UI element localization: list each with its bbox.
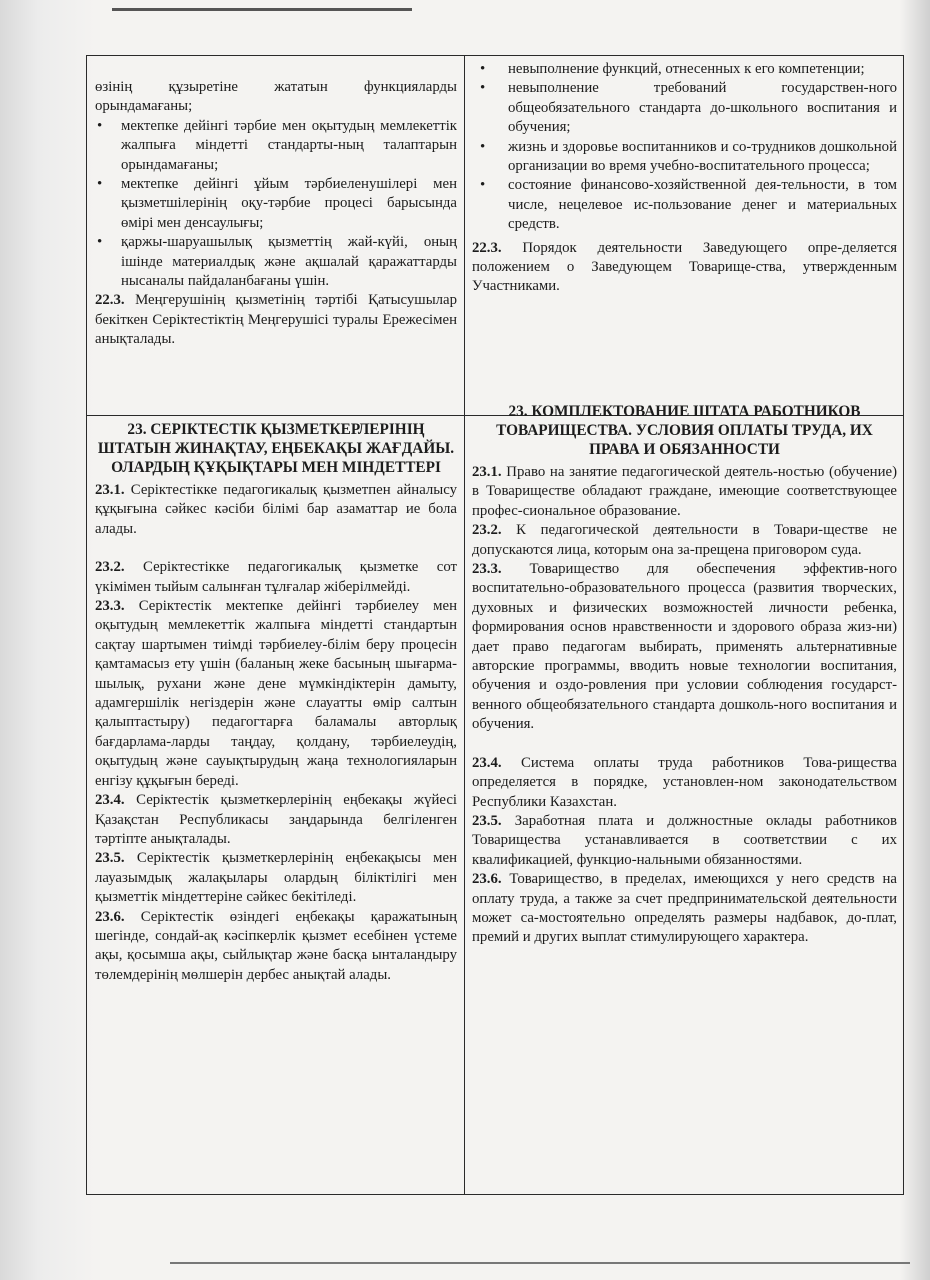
clause-text: Серіктестік қызметкерлерінің еңбекақысы мен лауазымдық жалақылары олардың біліктілігі мен қызметтік міндеттеріне сәйкес бекітіледі. bbox=[95, 850, 457, 906]
ru-clause bbox=[472, 463, 897, 521]
clause-text: Порядок деятельности Заведующего опре-деляется положением о Заведующем Товарище-ства, утвержденным Участниками. bbox=[472, 239, 897, 295]
clause-number: 23.5. bbox=[95, 850, 125, 867]
kz-bullet-item: • қаржы-шаруашылық қызметтің жай-күйі, оның ішінде материалдық және ақшалай қаражаттарды нысаналы пайдаланбағаны үшін. bbox=[121, 233, 457, 291]
ru-clause-22-3 bbox=[472, 239, 897, 297]
column-divider bbox=[464, 56, 465, 1194]
cell-ru-section-22 bbox=[472, 60, 897, 412]
ru-clause bbox=[472, 521, 897, 560]
clause-number: 23.6. bbox=[472, 871, 502, 888]
ru-bullet-item: • невыполнение функций, отнесенных к его компетенции; bbox=[498, 60, 897, 79]
cell-kz-section-23 bbox=[95, 420, 457, 1190]
ru-bullet-item: • невыполнение требований государствен-ного общеобязательного стандарта до-школьного воспитания и обучения; bbox=[498, 79, 897, 137]
clause-number: 23.1. bbox=[472, 464, 502, 480]
clause-number: 23.3. bbox=[95, 598, 125, 615]
kz-clause bbox=[95, 908, 457, 986]
cell-ru-section-23 bbox=[472, 402, 897, 1190]
ru-clause bbox=[472, 812, 897, 870]
ru-clause bbox=[472, 754, 897, 812]
clause-text: Товарищество для обеспечения эффектив-ного воспитательно-образовательного процесса (развития творческих, духовных и физических возможностей личности ребенка, формирования основ нравственности и здорового образа жиз-ни) дает право педагогам выбирать, применять альтернативные авторские программы, вводить новые технологии воспитания, обучения и оздо-ровления при условии соблюдения государст-венного общеобязательного стандарта дошколь-ного воспитания и обучения. bbox=[472, 561, 897, 733]
kz-bullet-item: • мектепке дейінгі ұйым тәрбиеленушілері мен қызметшілерінің оқу-тәрбие процесі барысында өмірі мен денсаулығы; bbox=[121, 175, 457, 233]
clause-number: 23.4. bbox=[472, 754, 502, 771]
clause-number: 23.2. bbox=[95, 559, 125, 576]
clause-text: Меңгерушінің қызметінің тәртібі Қатысушылар бекіткен Серіктестіктің Меңгерушісі туралы Ережесімен анықталады. bbox=[95, 292, 457, 348]
kz-intro-line: өзінің құзыретіне жататын функцияларды орындамағаны; bbox=[95, 79, 457, 115]
kz-clause bbox=[95, 849, 457, 907]
clause-text: Серіктестік мектепке дейінгі тәрбиелеу мен оқытудың мемлекеттік жалпыға міндетті стандартын сақтау шартымен тиімді тәрбиелеу-білім беру процесін қамтамасыз ету үшін (баланың жеке басының шығарма-шылық, рухани және дене мүмкіндіктерін дамыту, адамгершілік негіздерін және слауатты өмір салтын қалыптастыру) педагогтарға баламалы авторлық бағдарлама-ларды таңдау, қолдану, тәрбиелеудің, оқытудың және сауықтырудың жаңа технологияларын енгізу құқығын береді. bbox=[95, 598, 457, 789]
kz-clause bbox=[95, 791, 457, 849]
ru-bullet-item: • состояние финансово-хозяйственной дея-тельности, в том числе, нецелевое ис-пользование денег и материальных средств. bbox=[498, 176, 897, 234]
clause-number: 23.6. bbox=[95, 908, 125, 925]
kz-bullet-list bbox=[95, 117, 457, 292]
clause-number: 23.2. bbox=[472, 522, 502, 539]
clause-number: 22.3. bbox=[95, 292, 125, 309]
clause-number: 23.1. bbox=[95, 482, 125, 498]
clause-text: Право на занятие педагогической деятель-ностью (обучение) в Товариществе обладают граждане, имеющие соответствующее профес-сиональное образование. bbox=[472, 464, 897, 519]
ru-section-heading: 23. КОМПЛЕКТОВАНИЕ ШТАТА РАБОТНИКОВ ТОВАРИЩЕСТВА. УСЛОВИЯ ОПЛАТЫ ТРУДА, ИХ ПРАВА И ОБЯЗАННОСТИ bbox=[496, 403, 873, 458]
clause-text: Серіктестік қызметкерлерінің еңбекақы жүйесі Қазақстан Республикасы заңдарында белгіленген тәртіпте анықталады. bbox=[95, 792, 457, 847]
kz-clause bbox=[95, 558, 457, 597]
clause-text: Заработная плата и должностные оклады работников Товарищества устанавливается в соответствии с их квалификацией, функцио-нальными обязанностями. bbox=[472, 812, 897, 868]
ru-bullet-list bbox=[472, 60, 897, 235]
clause-number: 23.4. bbox=[95, 792, 125, 809]
scan-shadow-left bbox=[0, 0, 95, 1280]
clause-text: Серіктестік өзіндегі еңбекақы қаражатының шегінде, сондай-ақ кәсіпкерлік қызмет есебінен үстеме ақы, қосымша ақы, сыйлықтар және басқа ынталандыру төлемдерінің мөлшерін дербес анықтай алады. bbox=[95, 908, 457, 983]
clause-text: Серіктестікке педагогикалық қызметпен айналысу құқығына сәйкес кәсіби білімі бар азаматтар ие бола алады. bbox=[95, 482, 457, 537]
top-edge-mark bbox=[112, 8, 412, 11]
clause-text: Система оплаты труда работников Това-рищества определяется в порядке, установлен-ном законодательством Республики Казахстан. bbox=[472, 754, 897, 810]
bottom-edge-mark bbox=[170, 1262, 910, 1264]
scan-shadow-right bbox=[900, 0, 930, 1280]
clause-number: 23.5. bbox=[472, 812, 502, 829]
kz-clause-22-3 bbox=[95, 291, 457, 349]
kz-clause bbox=[95, 597, 457, 791]
spacer bbox=[472, 735, 897, 754]
kz-bullet-item: • мектепке дейінгі тәрбие мен оқытудың мемлекеттік жалпыға міндетті стандарты-ның талаптарын орындамағаны; bbox=[121, 117, 457, 175]
kz-clause bbox=[95, 481, 457, 539]
spacer bbox=[95, 539, 457, 558]
kz-section-heading: 23. СЕРІКТЕСТІК ҚЫЗМЕТКЕРЛЕРІНІҢ ШТАТЫН ЖИНАҚТАУ, ЕҢБЕКАҚЫ ЖАҒДАЙЫ. ОЛАРДЫҢ ҚҰҚЫҚТАРЫ МЕН МІНДЕТТЕРІ bbox=[97, 421, 455, 476]
clause-number: 23.3. bbox=[472, 561, 502, 578]
ru-clause bbox=[472, 870, 897, 948]
ru-bullet-item: • жизнь и здоровье воспитанников и со-трудников дошкольной организации во время учебно-воспитательного процесса; bbox=[498, 138, 897, 177]
clause-number: 22.3. bbox=[472, 239, 502, 256]
cell-kz-section-22 bbox=[95, 78, 457, 414]
clause-text: Товарищество, в пределах, имеющихся у него средств на оплату труда, а также за счет предпринимательской деятельности может са-мостоятельно определять размеры надбавок, до-плат, премий и других выплат стимулирующего характера. bbox=[472, 871, 897, 946]
bilingual-table bbox=[86, 55, 904, 1195]
ru-clause bbox=[472, 560, 897, 735]
clause-text: К педагогической деятельности в Товари-ществе не допускаются лица, которым она за-прещена приговором суда. bbox=[472, 522, 897, 558]
clause-text: Серіктестікке педагогикалық қызметке сот үкімімен тыйым салынған тұлғалар жіберілмейді. bbox=[95, 559, 457, 595]
